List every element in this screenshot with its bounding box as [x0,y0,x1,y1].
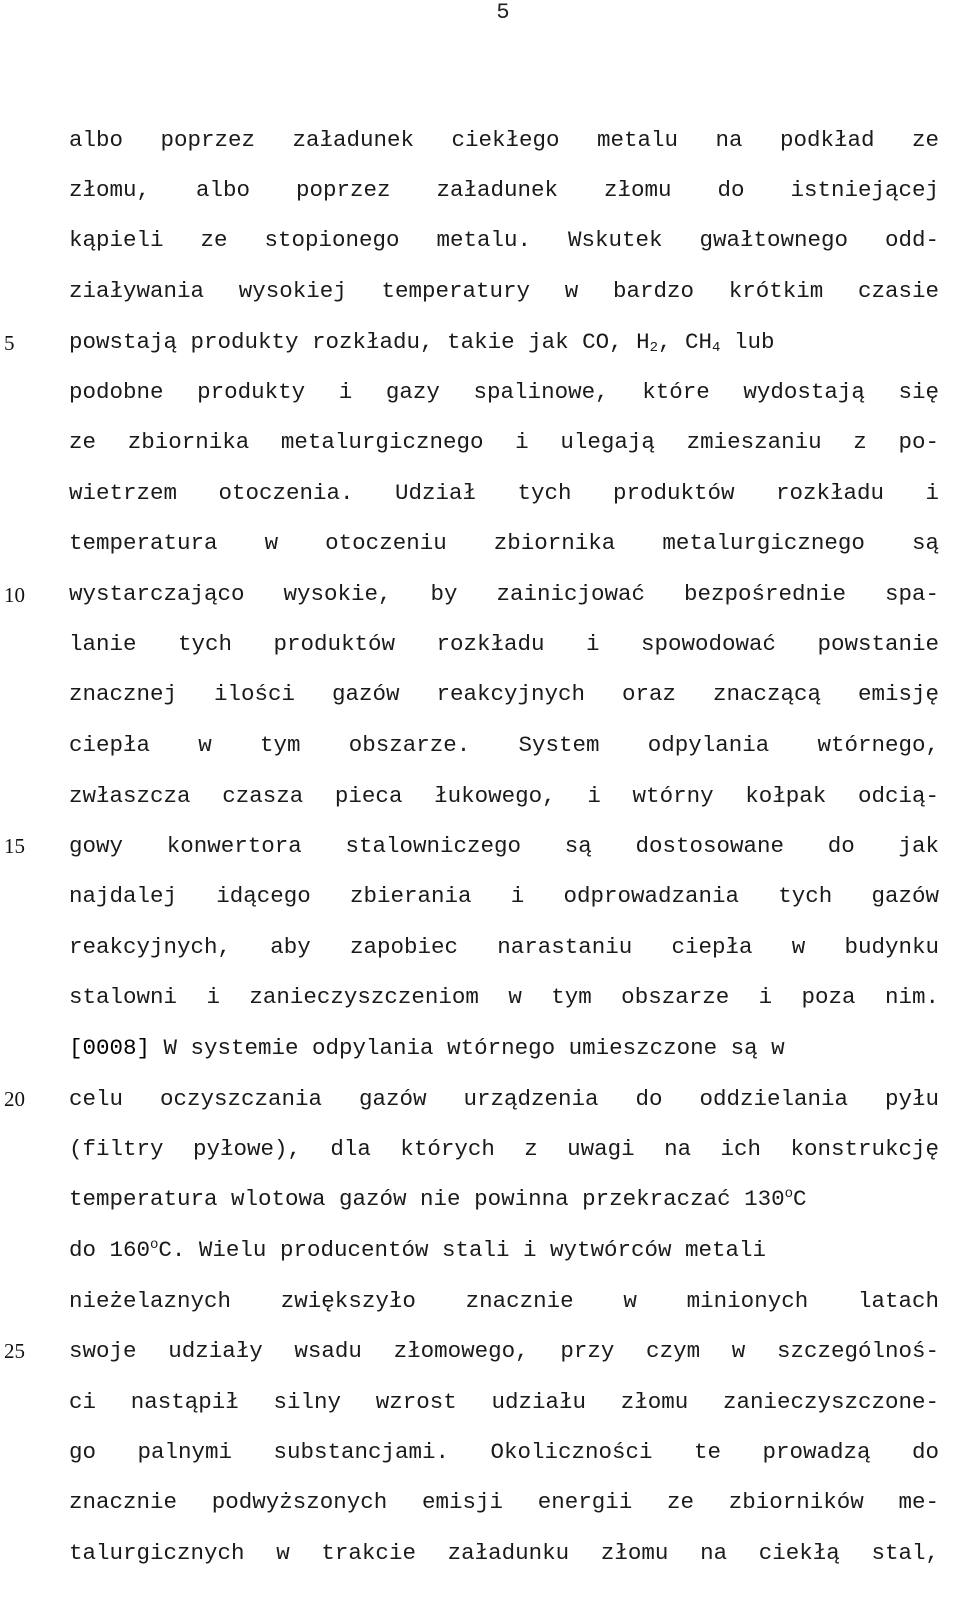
text-line: zwłaszcza czasza pieca łukowego, i wtórny kołpak odcią- [69,783,939,809]
page-number [0,0,960,26]
text-segment: temperatura wlotowa gazów nie powinna przekraczać 130 [69,1186,785,1212]
line-number-15: 15 [4,834,25,858]
paragraph-start-line [69,1033,939,1063]
text-line: lanie tych produktów rozkładu i spowodować powstanie [69,631,939,657]
text-segment: C [793,1186,807,1212]
text-line-with-degree [69,1235,939,1265]
text-line: podobne produkty i gazy spalinowe, które wydostają się [69,379,939,405]
text-line-with-degree [69,1184,939,1214]
text-line: (filtry pyłowe), dla których z uwagi na ich konstrukcję [69,1136,939,1162]
text-line: gowy konwertora stalowniczego są dostosowane do jak [69,833,939,859]
degree-mark: o [150,1237,159,1253]
text-line: ciepła w tym obszarze. System odpylania wtórnego, [69,732,939,758]
text-line: ze zbiornika metalurgicznego i ulegają zmieszaniu z po- [69,429,939,455]
text-line: talurgicznych w trakcie załadunku złomu na ciekłą stal, [69,1540,939,1566]
subscript: 2 [649,340,659,356]
text-segment: powstają produkty rozkładu, takie jak CO, H [69,329,650,355]
line-number-5: 5 [4,331,15,355]
text-line: ci nastąpił silny wzrost udziału złomu zanieczyszczone- [69,1389,939,1415]
degree-mark: o [784,1186,794,1202]
text-line: ziaływania wysokiej temperatury w bardzo krótkim czasie [69,278,939,304]
text-line: swoje udziały wsadu złomowego, przy czym w szczególnoś- [69,1338,939,1364]
text-line: znacznie podwyższonych emisji energii ze zbiorników me- [69,1489,939,1515]
text-line: kąpieli ze stopionego metalu. Wskutek gwałtownego odd- [69,227,939,253]
page-number-text: 5 [496,0,510,25]
text-line: celu oczyszczania gazów urządzenia do oddzielania pyłu [69,1086,939,1112]
text-line: wietrzem otoczenia. Udział tych produktów rozkładu i [69,480,939,506]
text-segment: W systemie odpylania wtórnego umieszczone są w [150,1035,785,1061]
text-segment: C. Wielu producentów stali i wytwórców metali [158,1237,767,1263]
text-line: stalowni i zanieczyszczeniom w tym obszarze i poza nim. [69,984,939,1010]
text-line: znacznej ilości gazów reakcyjnych oraz znaczącą emisję [69,681,939,707]
text-segment: lub [720,329,775,355]
line-number-20: 20 [4,1087,25,1111]
paragraph-reference: [0008] [69,1035,151,1061]
text-segment: , CH [658,329,713,355]
text-line: najdalej idącego zbierania i odprowadzania tych gazów [69,883,939,909]
text-line-with-formula [69,327,939,357]
text-line: wystarczająco wysokie, by zainicjować bezpośrednie spa- [69,581,939,607]
text-line: reakcyjnych, aby zapobiec narastaniu ciepła w budynku [69,934,939,960]
text-line: go palnymi substancjami. Okoliczności te prowadzą do [69,1439,939,1465]
text-line: temperatura w otoczeniu zbiornika metalurgicznego są [69,530,939,556]
text-line: złomu, albo poprzez załadunek złomu do istniejącej [69,177,939,203]
line-number-10: 10 [4,583,25,607]
text-segment: do 160 [69,1237,151,1263]
subscript: 4 [712,340,721,356]
text-line: albo poprzez załadunek ciekłego metalu na podkład ze [69,127,939,153]
text-line: nieżelaznych zwiększyło znacznie w minionych latach [69,1288,939,1314]
line-number-25: 25 [4,1339,25,1363]
